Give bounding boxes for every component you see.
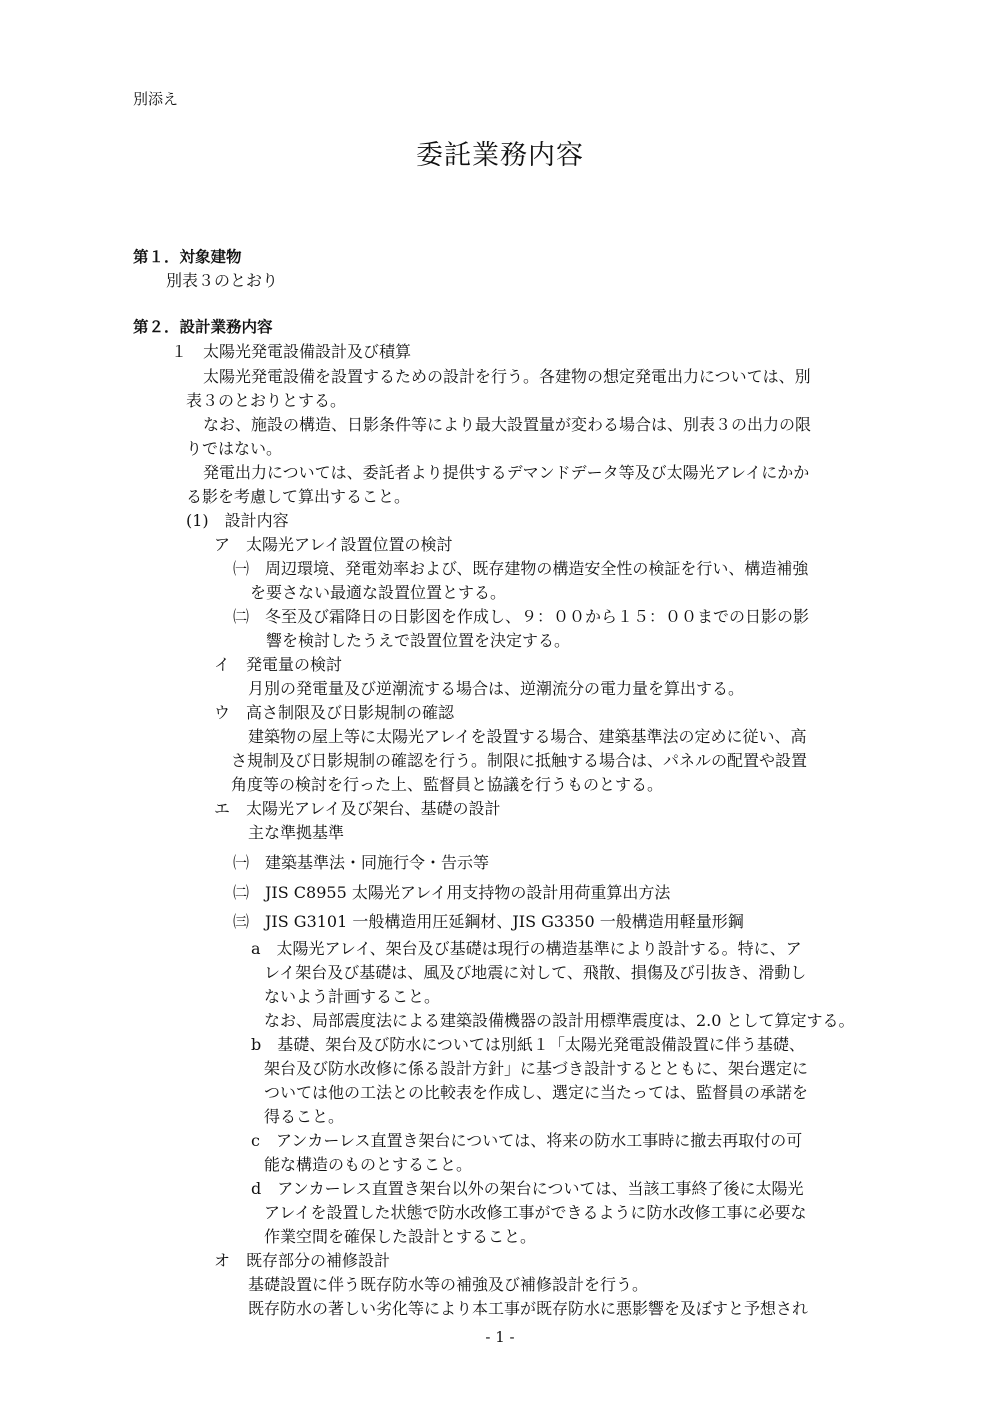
paragraph-line: 基礎設置に伴う既存防水等の補強及び補修設計を行う。 [248, 1275, 649, 1294]
list-item: ㈡ 冬至及び霜降日の日影図を作成し、９：００から１５：００までの日影の影 [233, 607, 810, 626]
list-item: 能な構造のものとすること。 [264, 1155, 473, 1174]
item-title-i: イ 発電量の検討 [214, 655, 343, 674]
paragraph-line: る影を考慮して算出すること。 [186, 487, 411, 506]
list-item: 作業空間を確保した設計とすること。 [264, 1227, 537, 1246]
paragraph-line: なお、施設の構造、日影条件等により最大設置量が変わる場合は、別表３の出力の限 [203, 415, 812, 434]
paragraph-line: 太陽光発電設備を設置するための設計を行う。各建物の想定発電出力については、別 [203, 367, 811, 386]
list-item: b 基礎、架台及び防水については別紙１「太陽光発電設備設置に伴う基礎、 [251, 1035, 805, 1054]
subsection-title: (1) 設計内容 [186, 511, 289, 530]
list-item: ないよう計画すること。 [264, 987, 441, 1006]
paragraph-line: 表３のとおりとする。 [186, 391, 347, 410]
section2-heading: 第２．設計業務内容 [133, 318, 273, 336]
item-title-o: オ 既存部分の補修設計 [214, 1251, 391, 1270]
paragraph-line: 建築物の屋上等に太陽光アレイを設置する場合、建築基準法の定めに従い、高 [248, 727, 807, 746]
section1-heading: 第１．対象建物 [133, 248, 242, 266]
list-item: ㈡ JIS C8955 太陽光アレイ用支持物の設計用荷重算出方法 [233, 883, 671, 902]
list-item: ㈢ JIS G3101 一般構造用圧延鋼材、JIS G3350 一般構造用軽量形鋼 [233, 912, 744, 931]
paragraph-line: 発電出力については、委託者より提供するデマンドデータ等及び太陽光アレイにかか [203, 463, 810, 482]
item-title-u: ウ 高さ制限及び日影規制の確認 [214, 703, 455, 722]
paragraph-line: 既存防水の著しい劣化等により本工事が既存防水に悪影響を及ぼすと予想され [248, 1299, 809, 1318]
list-item: c アンカーレス直置き架台については、将来の防水工事時に撤去再取付の可 [251, 1131, 803, 1150]
list-item: アレイを設置した状態で防水改修工事ができるように防水改修工事に必要な [264, 1203, 807, 1222]
list-item: 得ること。 [264, 1107, 345, 1126]
list-item: を要さない最適な設置位置とする。 [250, 583, 507, 602]
section1-body: 別表３のとおり [166, 271, 279, 290]
list-item: レイ架台及び基礎は、風及び地震に対して、飛散、損傷及び引抜き、滑動し [264, 963, 807, 982]
page-number: - 1 - [485, 1328, 515, 1346]
page-title: 委託業務内容 [416, 140, 584, 171]
item1-title: １ 太陽光発電設備設計及び積算 [171, 342, 412, 361]
item-title-e: エ 太陽光アレイ及び架台、基礎の設計 [214, 799, 501, 818]
list-item: ㈠ 周辺環境、発電効率および、既存建物の構造安全性の検証を行い、構造補強 [233, 559, 809, 578]
paragraph-line: 角度等の検討を行った上、監督員と協議を行うものとする。 [231, 775, 664, 794]
paragraph-line: さ規制及び日影規制の確認を行う。制限に抵触する場合は、パネルの配置や設置 [231, 751, 808, 770]
item-title-a: ア 太陽光アレイ設置位置の検討 [214, 535, 453, 554]
list-item: ㈠ 建築基準法・同施行令・告示等 [233, 853, 490, 872]
list-item: 響を検討したうえで設置位置を決定する。 [266, 631, 571, 650]
paragraph-line: りではない。 [186, 439, 283, 458]
paragraph-line: 月別の発電量及び逆潮流する場合は、逆潮流分の電力量を算出する。 [248, 679, 745, 698]
list-item: a 太陽光アレイ、架台及び基礎は現行の構造基準により設計する。特に、ア [251, 939, 802, 958]
paragraph-line: 主な準拠基準 [248, 823, 345, 842]
list-item: d アンカーレス直置き架台以外の架台については、当該工事終了後に太陽光 [251, 1179, 804, 1198]
list-item: ついては他の工法との比較表を作成し、選定に当たっては、監督員の承諾を [264, 1083, 809, 1102]
list-item: なお、局部震度法による建築設備機器の設計用標準震度は、2.0 として算定する。 [264, 1011, 855, 1030]
list-item: 架台及び防水改修に係る設計方針」に基づき設計するとともに、架台選定に [264, 1059, 809, 1078]
attachment-label: 別添え [133, 90, 179, 108]
